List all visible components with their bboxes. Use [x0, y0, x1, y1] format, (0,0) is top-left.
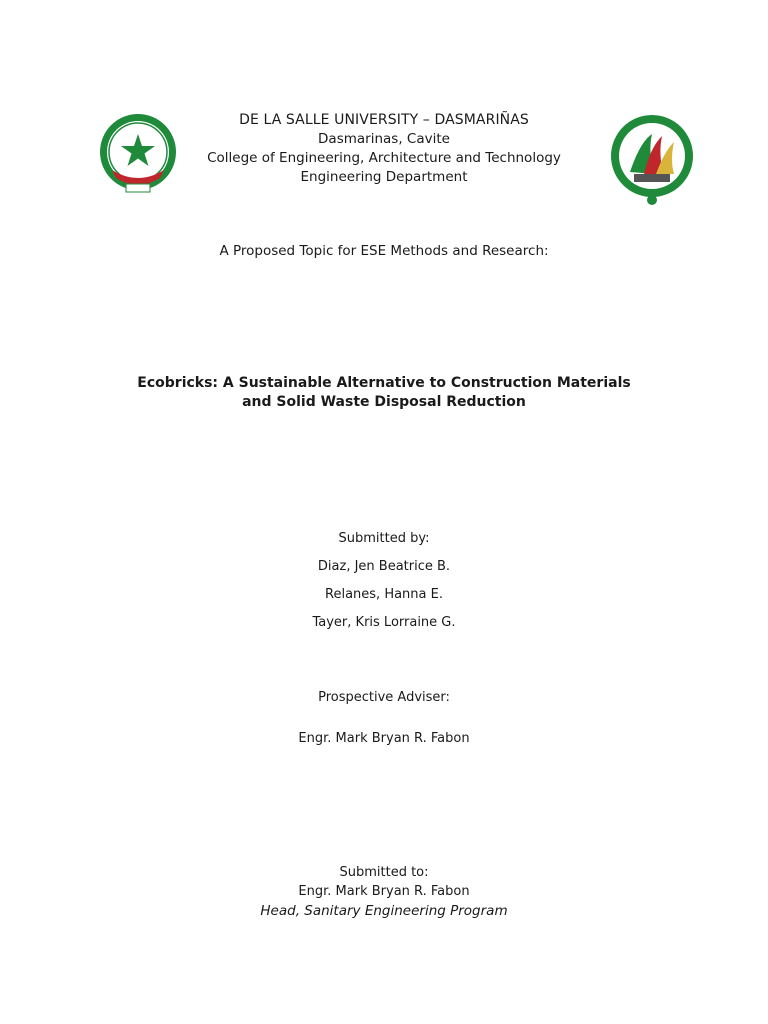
submitted-to-name: Engr. Mark Bryan R. Fabon — [298, 884, 470, 899]
submitted-to-label: Submitted to: — [339, 865, 429, 880]
college-name: College of Engineering, Architecture and Technology — [207, 150, 561, 166]
author-3: Tayer, Kris Lorraine G. — [312, 615, 456, 630]
adviser-name: Engr. Mark Bryan R. Fabon — [298, 731, 470, 746]
author-1: Diaz, Jen Beatrice B. — [317, 559, 451, 574]
proposal-label: A Proposed Topic for ESE Methods and Research: — [219, 243, 549, 259]
submitted-to-role: Head, Sanitary Engineering Program — [260, 903, 508, 919]
submitted-by-label: Submitted by: — [338, 531, 430, 546]
author-2: Relanes, Hanna E. — [325, 587, 443, 602]
proposal-title-line-1: Ecobricks: A Sustainable Alternative to Construction Materials — [137, 375, 631, 391]
proposal-title-line-2: and Solid Waste Disposal Reduction — [242, 394, 526, 410]
location: Dasmarinas, Cavite — [318, 131, 450, 147]
proposal-title — [0, 374, 768, 412]
department-name: Engineering Department — [300, 169, 468, 185]
university-name: DE LA SALLE UNIVERSITY – DASMARIÑAS — [239, 112, 529, 128]
adviser-label: Prospective Adviser: — [318, 690, 450, 705]
